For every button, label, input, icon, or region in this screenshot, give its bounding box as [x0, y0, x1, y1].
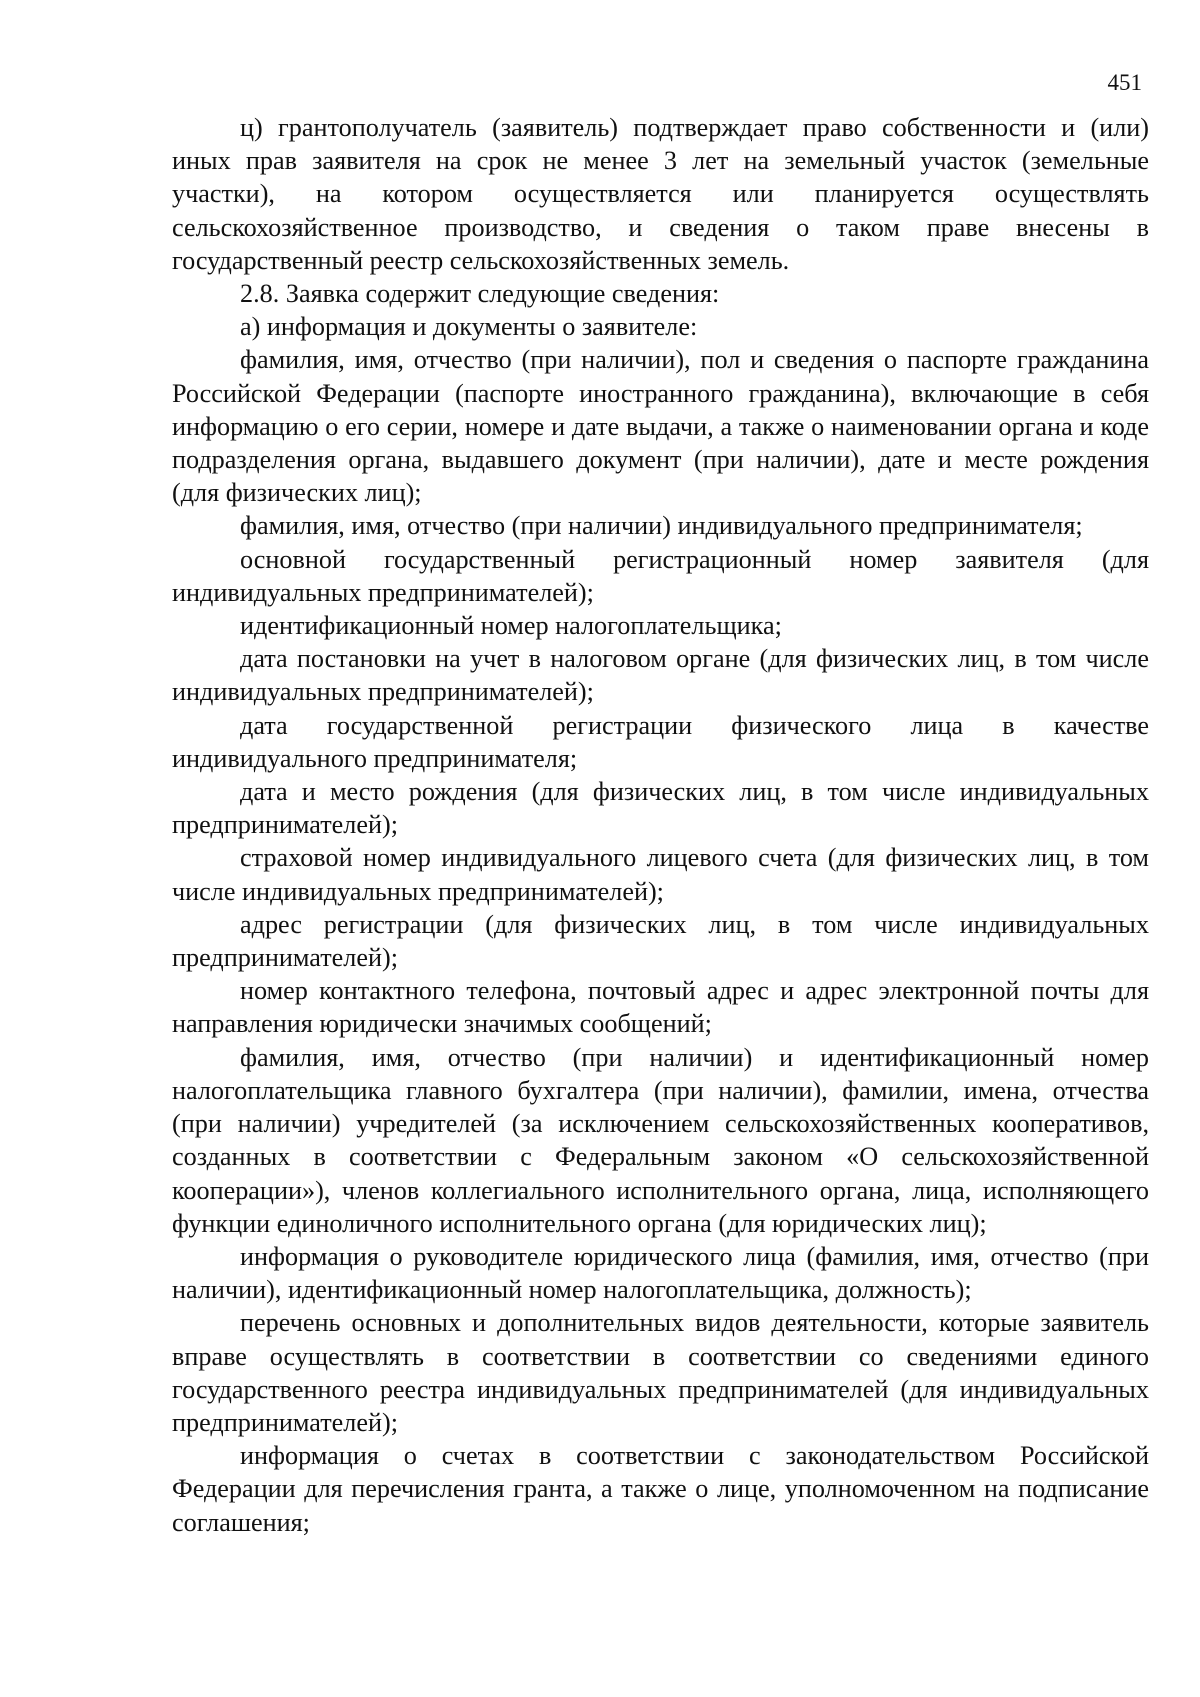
paragraph-section-2-8: 2.8. Заявка содержит следующие сведения:	[240, 279, 720, 309]
paragraph-bank-accounts: информация о счетах в соответствии с законодательством Российской Федерации для перечисления гранта, а также о лице, уполномоченном на подписание соглашения;	[172, 1441, 1149, 1537]
paragraph-activity-types: перечень основных и дополнительных видов деятельности, которые заявитель вправе осуществлять в соответствии в соответствии со сведениями единого государственного реестра индивидуальных предпринимателей (для индивидуальных предпринимателей);	[172, 1308, 1149, 1437]
paragraph-grant-recipient-land-rights: ц) грантополучатель (заявитель) подтверждает право собственности и (или) иных прав заявителя на срок не менее 3 лет на земельный участок (земельные участки), на котором осуществляется или планируется осуществлять сельскохозяйственное производство, и сведения о таком праве внесены в государственный реестр сельскохозяйственных земель.	[172, 113, 1149, 275]
paragraph-passport-info: фамилия, имя, отчество (при наличии), пол и сведения о паспорте гражданина Российской Федерации (паспорте иностранного гражданина), включающие в себя информацию о его серии, номере и дате выдачи, а также о наименовании органа и коде подразделения органа, выдавшего документ (при наличии), дате и месте рождения (для физических лиц);	[172, 345, 1149, 508]
page-number: 451	[1107, 70, 1142, 95]
paragraph-contact-info: номер контактного телефона, почтовый адрес и адрес электронной почты для направления юридически значимых сообщений;	[172, 976, 1149, 1039]
paragraph-chief-accountant-founders: фамилия, имя, отчество (при наличии) и идентификационный номер налогоплательщика главного бухгалтера (при наличии), фамилии, имена, отчества (при наличии) учредителей (за исключением сельскохозяйственных кооперативов, созданных в соответствии с Федеральным законом «О сельскохозяйственной кооперации»), членов коллегиального исполнительного органа, лица, исполняющего функции единоличного исполнительного органа (для юридических лиц);	[172, 1042, 1149, 1238]
paragraph-entrepreneur-name: фамилия, имя, отчество (при наличии) индивидуального предпринимателя;	[240, 511, 1083, 541]
paragraph-legal-entity-head: информация о руководителе юридического лица (фамилия, имя, отчество (при наличии), идентификационный номер налогоплательщика, должность);	[172, 1241, 1149, 1305]
paragraph-tax-registration-date: дата постановки на учет в налоговом органе (для физических лиц, в том числе индивидуальных предпринимателей);	[172, 644, 1149, 707]
paragraph-state-registration-date: дата государственной регистрации физического лица в качестве индивидуального предпринимателя;	[172, 710, 1149, 773]
paragraph-inn: идентификационный номер налогоплательщика;	[240, 611, 782, 641]
paragraph-snils: страховой номер индивидуального лицевого счета (для физических лиц, в том числе индивидуальных предпринимателей);	[172, 843, 1149, 906]
document-body	[172, 111, 1149, 1539]
paragraph-birth-date-place: дата и место рождения (для физических лиц, в том числе индивидуальных предпринимателей);	[172, 777, 1149, 840]
paragraph-item-a: а) информация и документы о заявителе:	[240, 312, 698, 342]
paragraph-registration-address: адрес регистрации (для физических лиц, в том числе индивидуальных предпринимателей);	[172, 909, 1149, 973]
paragraph-ogrn: основной государственный регистрационный номер заявителя (для индивидуальных предпринимателей);	[172, 544, 1149, 607]
